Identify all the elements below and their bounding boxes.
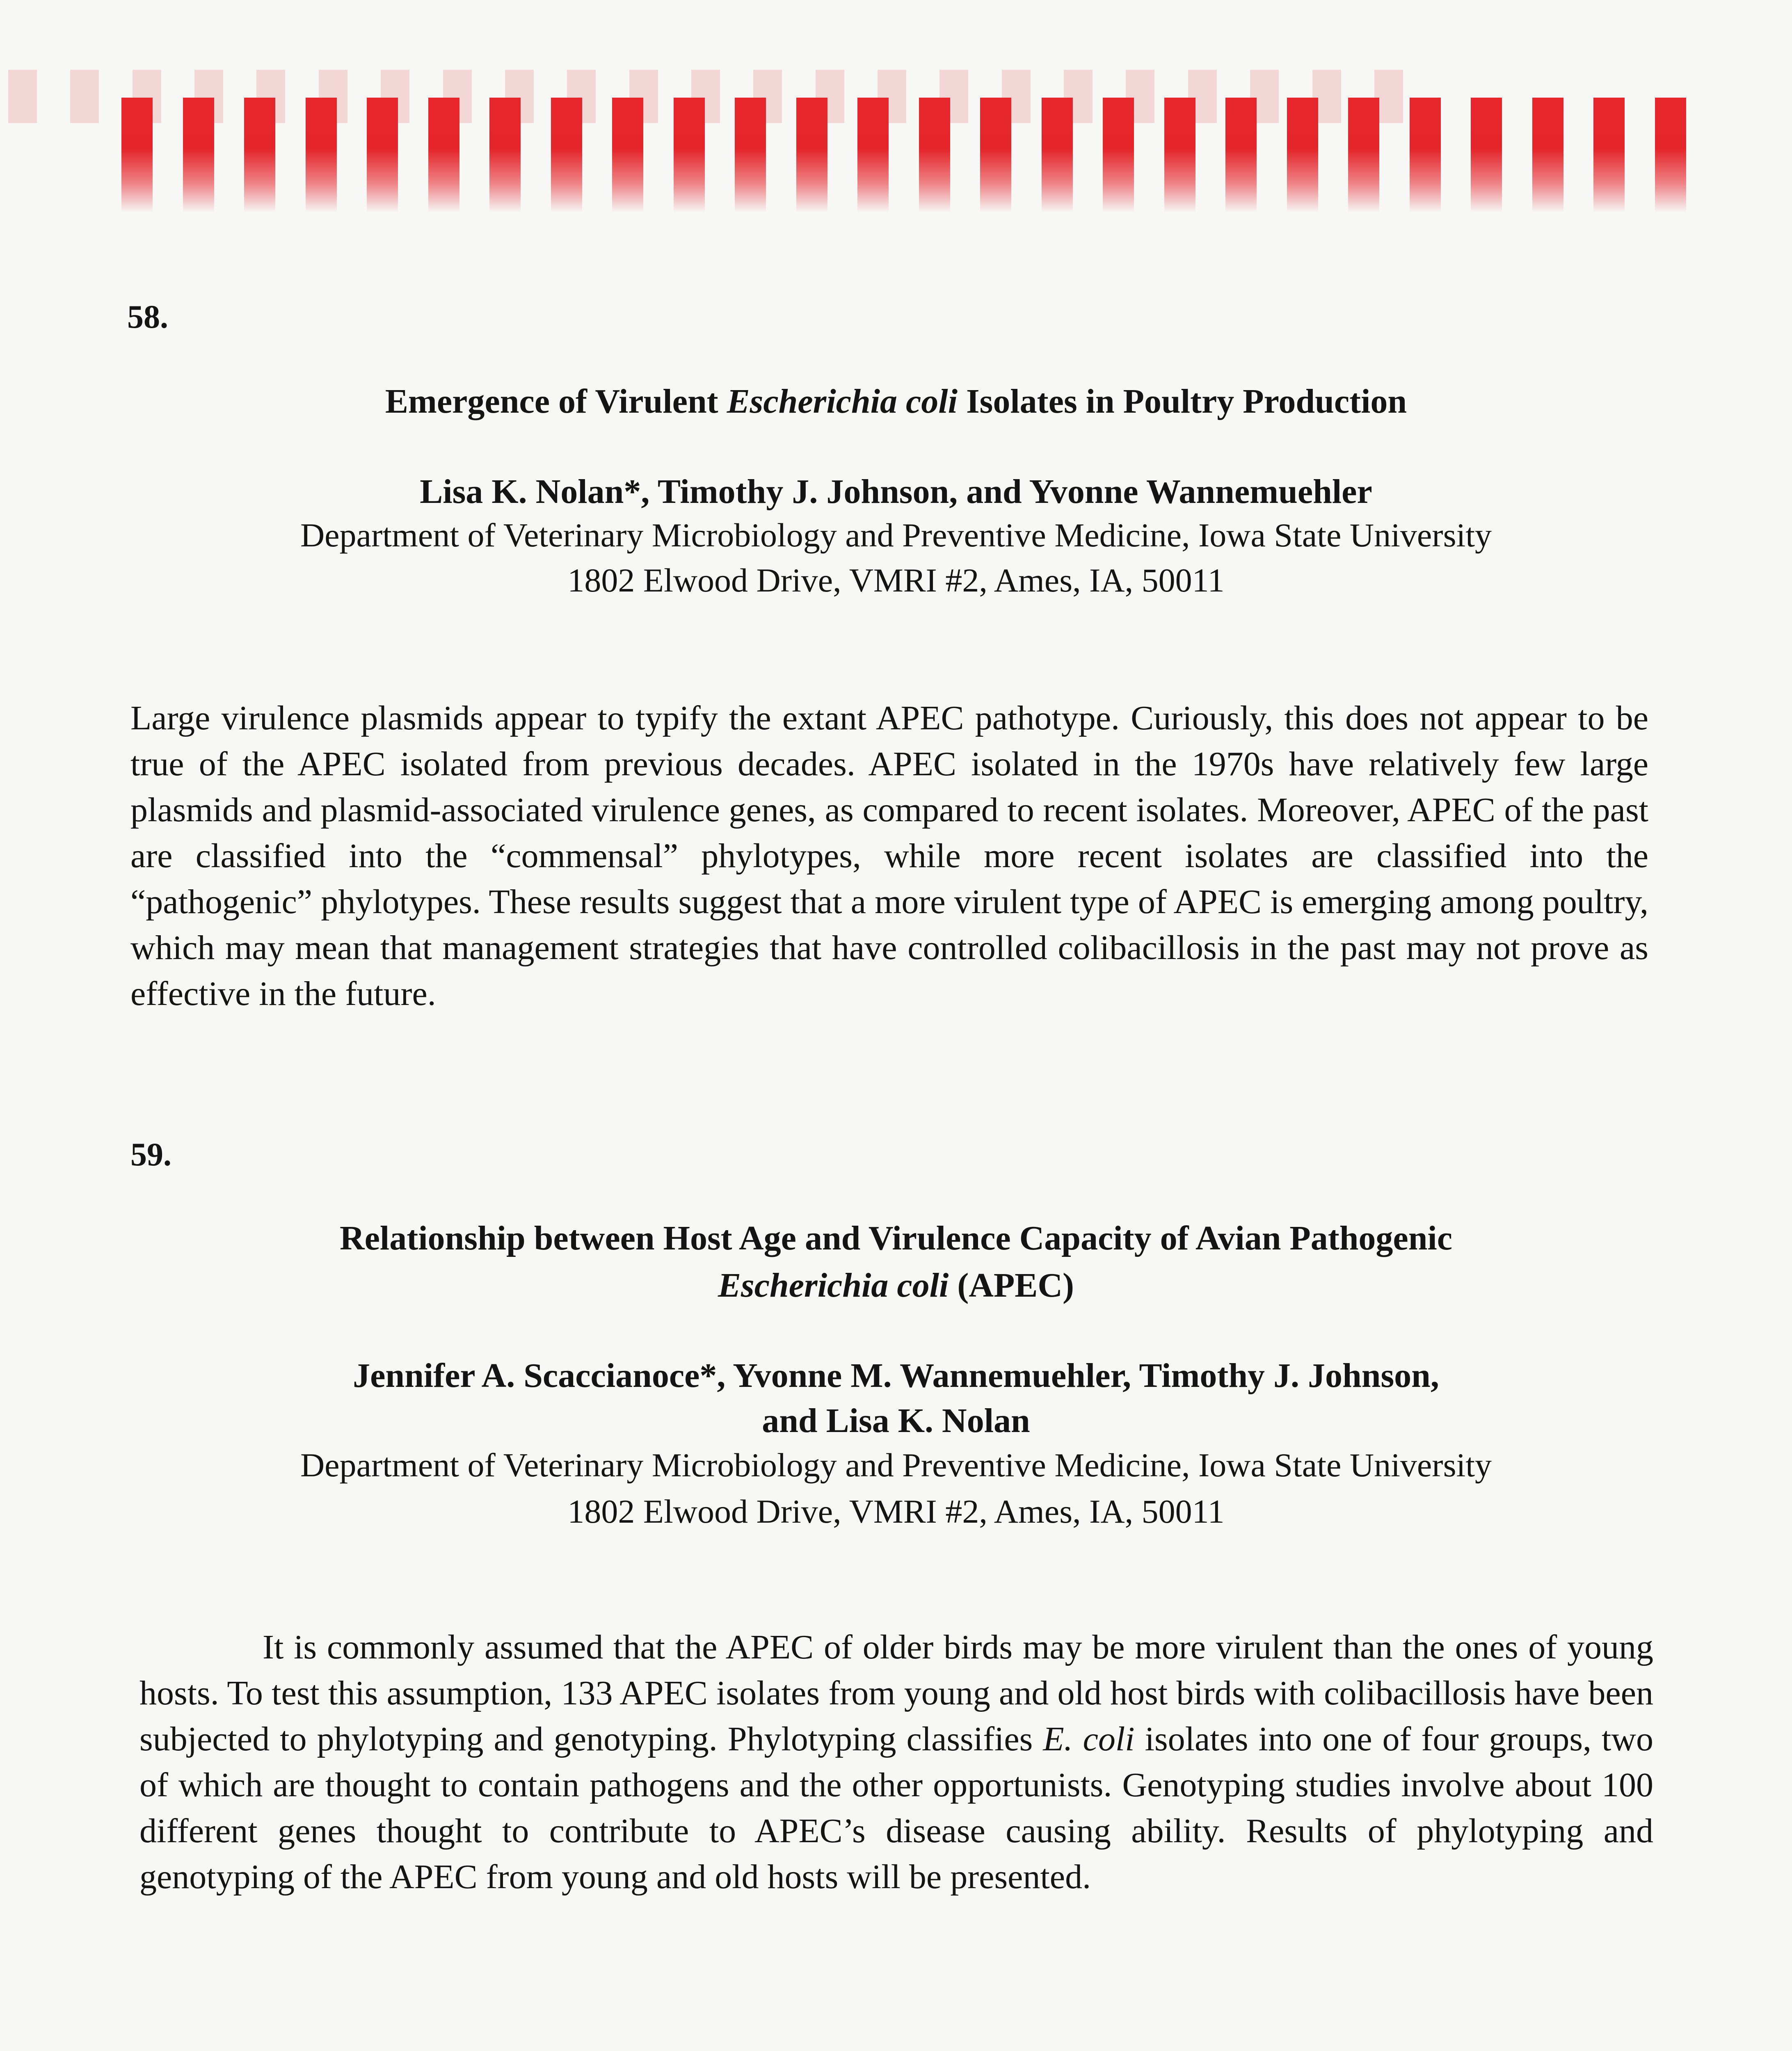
abstract-affiliation: Department of Veterinary Microbiology and Preventive Medicine, Iowa State University	[300, 516, 1492, 554]
abstract-number: 59.	[130, 1137, 171, 1173]
abstract-address: 1802 Elwood Drive, VMRI #2, Ames, IA, 50011	[567, 1493, 1225, 1530]
abstract-title-continued: Escherichia coli (APEC)	[718, 1266, 1074, 1304]
abstract-authors: Lisa K. Nolan*, Timothy J. Johnson, and Yvonne Wannemuehler	[420, 473, 1372, 511]
abstract-number: 58.	[127, 299, 168, 335]
abstract-body: Large virulence plasmids appear to typify the extant APEC pathotype. Curiously, this does not appear to be true of the APEC isolated from previous decades. APEC isolated in the 1970s have relatively few large plasmids and plasmid-associated virulence genes, as compared to recent isolates. Moreover, APEC of the past are classified into the “commensal” phylotypes, while more recent isolates are classified into the “pathogenic” phylotypes. These results suggest that a more virulent type of APEC is emerging among poultry, which may mean that management strategies that have controlled colibacillosis in the past may not prove as effective in the future.	[130, 699, 1648, 1013]
abstract-title: Relationship between Host Age and Virulence Capacity of Avian Pathogenic	[339, 1219, 1453, 1257]
abstract-address: 1802 Elwood Drive, VMRI #2, Ames, IA, 50011	[567, 562, 1225, 599]
abstract-body: It is commonly assumed that the APEC of older birds may be more virulent than the ones of young hosts. To test this assumption, 133 APEC isolates from young and old host birds with colibacillosis have been subjected to phylotyping and genotyping. Phylotyping classifies E. coli isolates into one of four groups, two of which are thought to contain pathogens and the other opportunists. Genotyping studies involve about 100 different genes thought to contribute to APEC’s disease causing ability. Results of phylotyping and genotyping of the APEC from young and old hosts will be presented.	[139, 1628, 1653, 1896]
abstract-authors: Jennifer A. Scaccianoce*, Yvonne M. Wannemuehler, Timothy J. Johnson,	[353, 1357, 1439, 1395]
abstract-authors-continued: and Lisa K. Nolan	[762, 1402, 1030, 1440]
abstract-affiliation: Department of Veterinary Microbiology and Preventive Medicine, Iowa State University	[300, 1446, 1492, 1484]
header-banner	[121, 98, 1686, 212]
abstract-title: Emergence of Virulent Escherichia coli Isolates in Poultry Production	[385, 382, 1407, 420]
